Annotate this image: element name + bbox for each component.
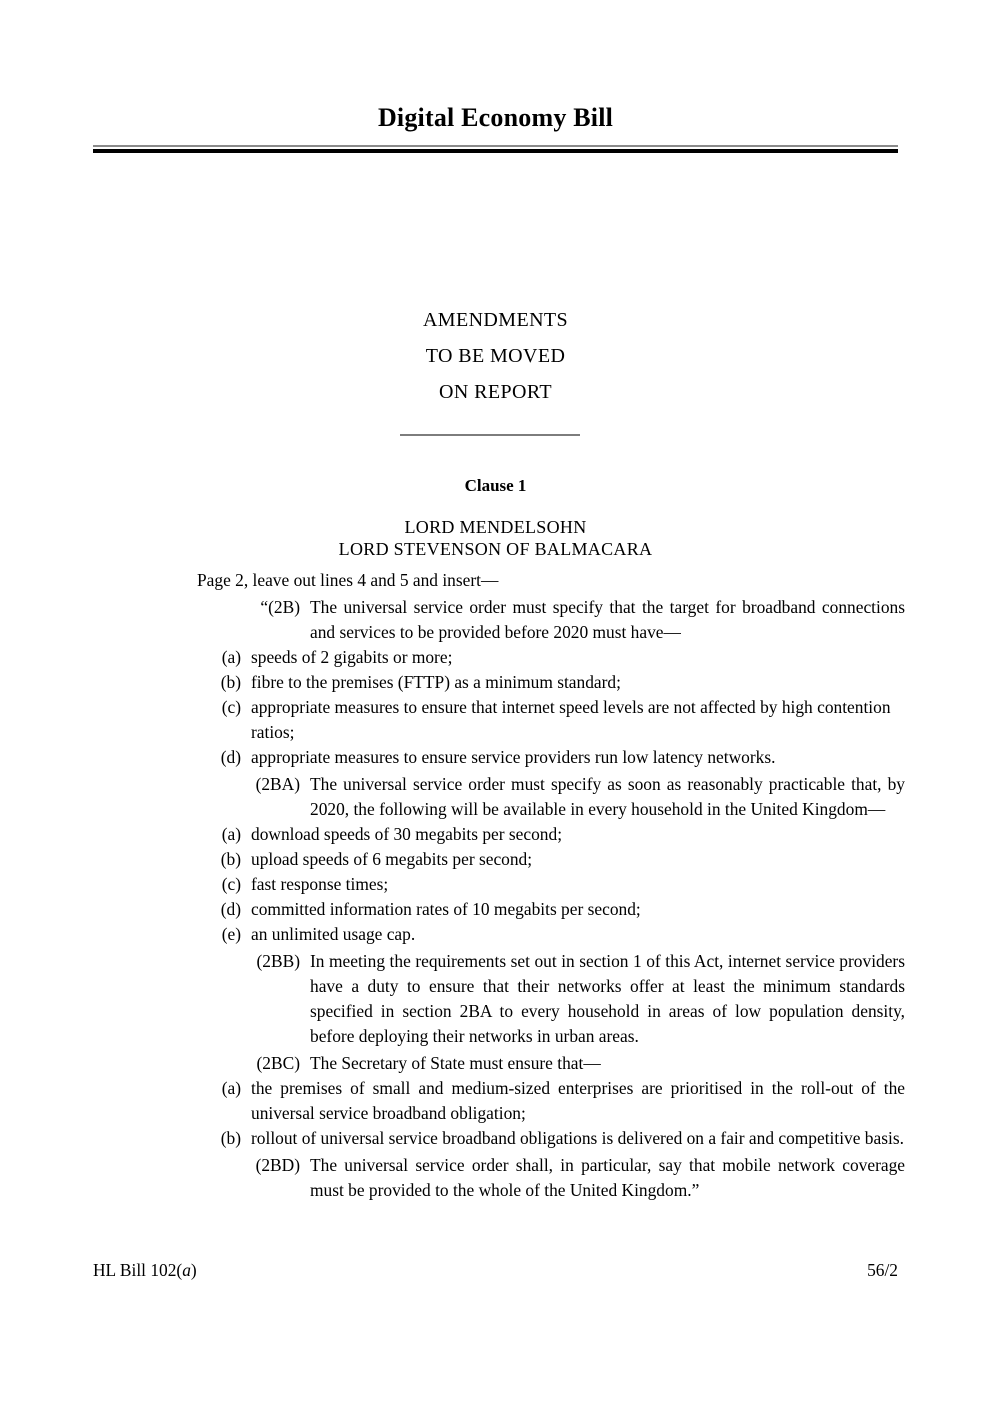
heading-amendments: AMENDMENTS: [422, 309, 569, 331]
sub-item: [215, 1126, 905, 1151]
sub-item-label: (e): [221, 924, 241, 944]
provision: [197, 595, 905, 645]
title-rule-thick: [93, 149, 898, 153]
provision: [197, 1051, 905, 1076]
sub-item: [215, 670, 905, 695]
provision-text: In meeting the requirements set out in section 1 of this Act, internet service providers have a duty to ensure that their networks offer at least the minimum standards specified in section 2BA to every household in areas of low population density, before deploying their networks in urban areas.: [310, 951, 905, 1046]
sub-item-text: appropriate measures to ensure service providers run low latency networks.: [251, 747, 776, 767]
amendments-heading-block: [93, 302, 898, 410]
sub-item: [215, 695, 905, 745]
provision-text: The Secretary of State must ensure that—: [310, 1053, 601, 1073]
provision-sublist: [197, 1076, 905, 1151]
sponsor-name: LORD STEVENSON OF BALMACARA: [338, 539, 653, 559]
bill-reference-italic: a: [182, 1260, 191, 1280]
sub-item: [215, 897, 905, 922]
sub-item-label: (a): [221, 824, 241, 844]
sub-item-text: rollout of universal service broadband obligations is delivered on a fair and competitive basis.: [251, 1128, 904, 1148]
provision: [197, 1153, 905, 1203]
sub-item: [215, 872, 905, 897]
amendment-body: [197, 568, 905, 1203]
sponsor-name: LORD MENDELSOHN: [404, 517, 587, 537]
provision-sublist: [197, 822, 905, 947]
sub-item: [215, 847, 905, 872]
provision-label: (2BB): [256, 951, 300, 971]
sub-item-label: (b): [220, 672, 241, 692]
sub-item-text: the premises of small and medium-sized enterprises are prioritised in the roll-out of the universal service broadband obligation;: [251, 1078, 905, 1123]
bill-reference-prefix: HL Bill 102(: [93, 1260, 183, 1280]
provision-label: “(2B): [260, 597, 300, 617]
sub-item-text: upload speeds of 6 megabits per second;: [251, 849, 533, 869]
bill-reference: [93, 1260, 197, 1281]
sub-item-text: an unlimited usage cap.: [251, 924, 416, 944]
provision: [197, 772, 905, 822]
lead-instruction: Page 2, leave out lines 4 and 5 and insert—: [197, 570, 499, 590]
sub-item-text: fibre to the premises (FTTP) as a minimum standard;: [251, 672, 621, 692]
provision-text: The universal service order must specify that the target for broadband connections and services to be provided before 2020 must have—: [310, 597, 905, 642]
provision-text: The universal service order must specify as soon as reasonably practicable that, by 2020, the following will be available in every household in the United Kingdom—: [310, 774, 905, 819]
provision-label: (2BA): [255, 774, 300, 794]
sub-item-label: (a): [221, 1078, 241, 1098]
provision-label: (2BD): [255, 1155, 300, 1175]
page-number: 56/2: [867, 1260, 898, 1280]
heading-to-be-moved: TO BE MOVED: [425, 345, 566, 367]
provision-text: The universal service order shall, in particular, say that mobile network coverage must be provided to the whole of the United Kingdom.”: [310, 1155, 905, 1200]
sponsor-list: [93, 516, 898, 560]
page-title: Digital Economy Bill: [377, 103, 614, 132]
provision-sublist: [197, 645, 905, 770]
sub-item-label: (c): [221, 697, 241, 717]
heading-on-report: ON REPORT: [439, 381, 552, 403]
sub-item: [215, 745, 905, 770]
sub-item-text: download speeds of 30 megabits per second;: [251, 824, 563, 844]
sub-item-label: (c): [221, 874, 241, 894]
sub-item-text: speeds of 2 gigabits or more;: [251, 647, 453, 667]
page-footer: [93, 1260, 898, 1281]
sub-item: [215, 645, 905, 670]
sub-item-text: committed information rates of 10 megabits per second;: [251, 899, 641, 919]
sub-item-label: (b): [220, 1128, 241, 1148]
bill-reference-suffix: ): [190, 1260, 197, 1280]
sub-item: [215, 1076, 905, 1126]
sub-item-text: appropriate measures to ensure that internet speed levels are not affected by high contention ratios;: [251, 697, 891, 742]
sub-item: [215, 922, 905, 947]
sub-item-label: (a): [221, 647, 241, 667]
sub-item: [215, 822, 905, 847]
clause-heading: Clause 1: [464, 476, 527, 495]
sub-item-label: (d): [220, 747, 241, 767]
sub-item-label: (b): [220, 849, 241, 869]
sub-item-text: fast response times;: [251, 874, 389, 894]
sub-item-label: (d): [220, 899, 241, 919]
title-rule: [93, 145, 898, 153]
heading-divider-rule: [400, 434, 580, 436]
provision-label: (2BC): [256, 1053, 300, 1073]
provision: [197, 949, 905, 1049]
